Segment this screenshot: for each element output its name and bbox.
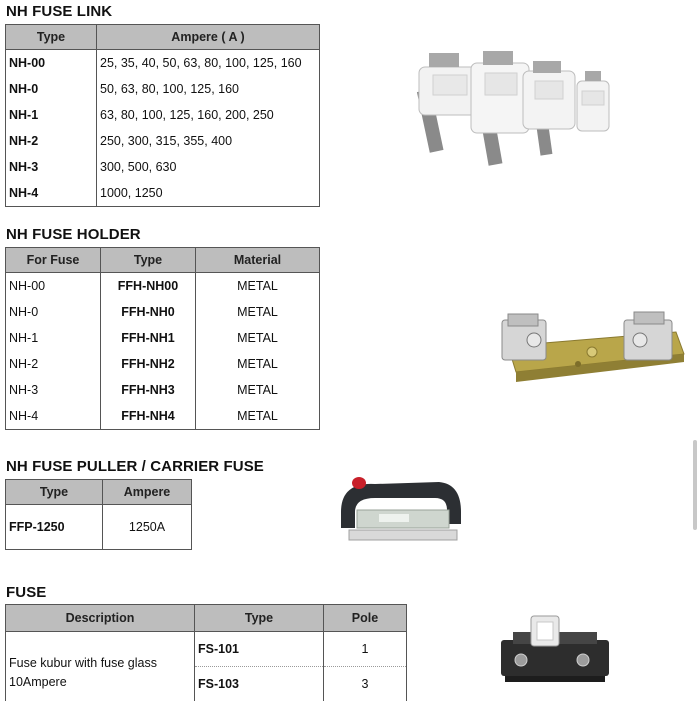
fuse-image <box>497 612 613 688</box>
ampere-cell: 63, 80, 100, 125, 160, 200, 250 <box>97 102 320 128</box>
puller-type-cell: FFP-1250 <box>6 505 103 550</box>
fuse-type-cell: NH-4 <box>6 180 97 207</box>
table-row <box>6 377 320 403</box>
for-fuse-cell: NH-00 <box>6 273 101 300</box>
fuse-link-image <box>405 45 615 170</box>
material-cell: METAL <box>196 351 320 377</box>
material-cell: METAL <box>196 403 320 430</box>
material-cell: METAL <box>196 325 320 351</box>
fuse-table <box>5 604 407 701</box>
holder-type-cell: FFH-NH0 <box>101 299 196 325</box>
ampere-cell: 25, 35, 40, 50, 63, 80, 100, 125, 160 <box>97 50 320 77</box>
fuse-type-cell: NH-3 <box>6 154 97 180</box>
column-header-type: Type <box>195 605 324 632</box>
table-row <box>6 299 320 325</box>
column-header-pole: Pole <box>324 605 407 632</box>
column-header-description: Description <box>6 605 195 632</box>
holder-type-cell: FFH-NH4 <box>101 403 196 430</box>
for-fuse-cell: NH-4 <box>6 403 101 430</box>
table-row <box>6 154 320 180</box>
pole-cell: 1 <box>324 632 407 667</box>
column-header-type: Type <box>101 248 196 273</box>
column-header-material: Material <box>196 248 320 273</box>
scrollbar[interactable] <box>693 440 697 530</box>
pole-cell: 3 <box>324 667 407 701</box>
column-header-ampere: Ampere <box>103 480 192 505</box>
table-row <box>6 50 320 77</box>
column-header-for-fuse: For Fuse <box>6 248 101 273</box>
section-title-fuse-puller: NH FUSE PULLER / CARRIER FUSE <box>6 458 264 475</box>
holder-type-cell: FFH-NH00 <box>101 273 196 300</box>
fuse-description-cell: Fuse kubur with fuse glass 10Ampere <box>6 632 195 701</box>
ampere-cell: 1000, 1250 <box>97 180 320 207</box>
fuse-puller-table <box>5 479 192 550</box>
section-title-fuse-link: NH FUSE LINK <box>6 3 112 20</box>
fuse-type-cell: FS-101 <box>195 632 324 667</box>
ampere-cell: 300, 500, 630 <box>97 154 320 180</box>
for-fuse-cell: NH-2 <box>6 351 101 377</box>
section-title-fuse-holder: NH FUSE HOLDER <box>6 226 141 243</box>
ampere-cell: 1250A <box>103 505 192 550</box>
fuse-type-cell: NH-2 <box>6 128 97 154</box>
fuse-holder-image <box>494 306 690 388</box>
for-fuse-cell: NH-3 <box>6 377 101 403</box>
table-row <box>6 403 320 430</box>
column-header-ampere: Ampere ( A ) <box>97 25 320 50</box>
fuse-holder-table <box>5 247 320 430</box>
table-row <box>6 128 320 154</box>
table-row <box>6 102 320 128</box>
table-row <box>6 180 320 207</box>
holder-type-cell: FFH-NH3 <box>101 377 196 403</box>
fuse-type-cell: NH-0 <box>6 76 97 102</box>
fuse-type-cell: FS-103 <box>195 667 324 701</box>
fuse-type-cell: NH-1 <box>6 102 97 128</box>
material-cell: METAL <box>196 377 320 403</box>
material-cell: METAL <box>196 273 320 300</box>
for-fuse-cell: NH-1 <box>6 325 101 351</box>
section-title-fuse: FUSE <box>6 584 46 601</box>
ampere-cell: 250, 300, 315, 355, 400 <box>97 128 320 154</box>
holder-type-cell: FFH-NH2 <box>101 351 196 377</box>
material-cell: METAL <box>196 299 320 325</box>
fuse-type-cell: NH-00 <box>6 50 97 77</box>
table-row <box>6 76 320 102</box>
holder-type-cell: FFH-NH1 <box>101 325 196 351</box>
column-header-type: Type <box>6 480 103 505</box>
fuse-link-table <box>5 24 320 207</box>
fuse-puller-image <box>335 472 467 548</box>
ampere-cell: 50, 63, 80, 100, 125, 160 <box>97 76 320 102</box>
table-row <box>6 325 320 351</box>
table-row <box>6 351 320 377</box>
for-fuse-cell: NH-0 <box>6 299 101 325</box>
table-row <box>6 632 407 667</box>
table-row <box>6 505 192 550</box>
table-row <box>6 273 320 300</box>
column-header-type: Type <box>6 25 97 50</box>
